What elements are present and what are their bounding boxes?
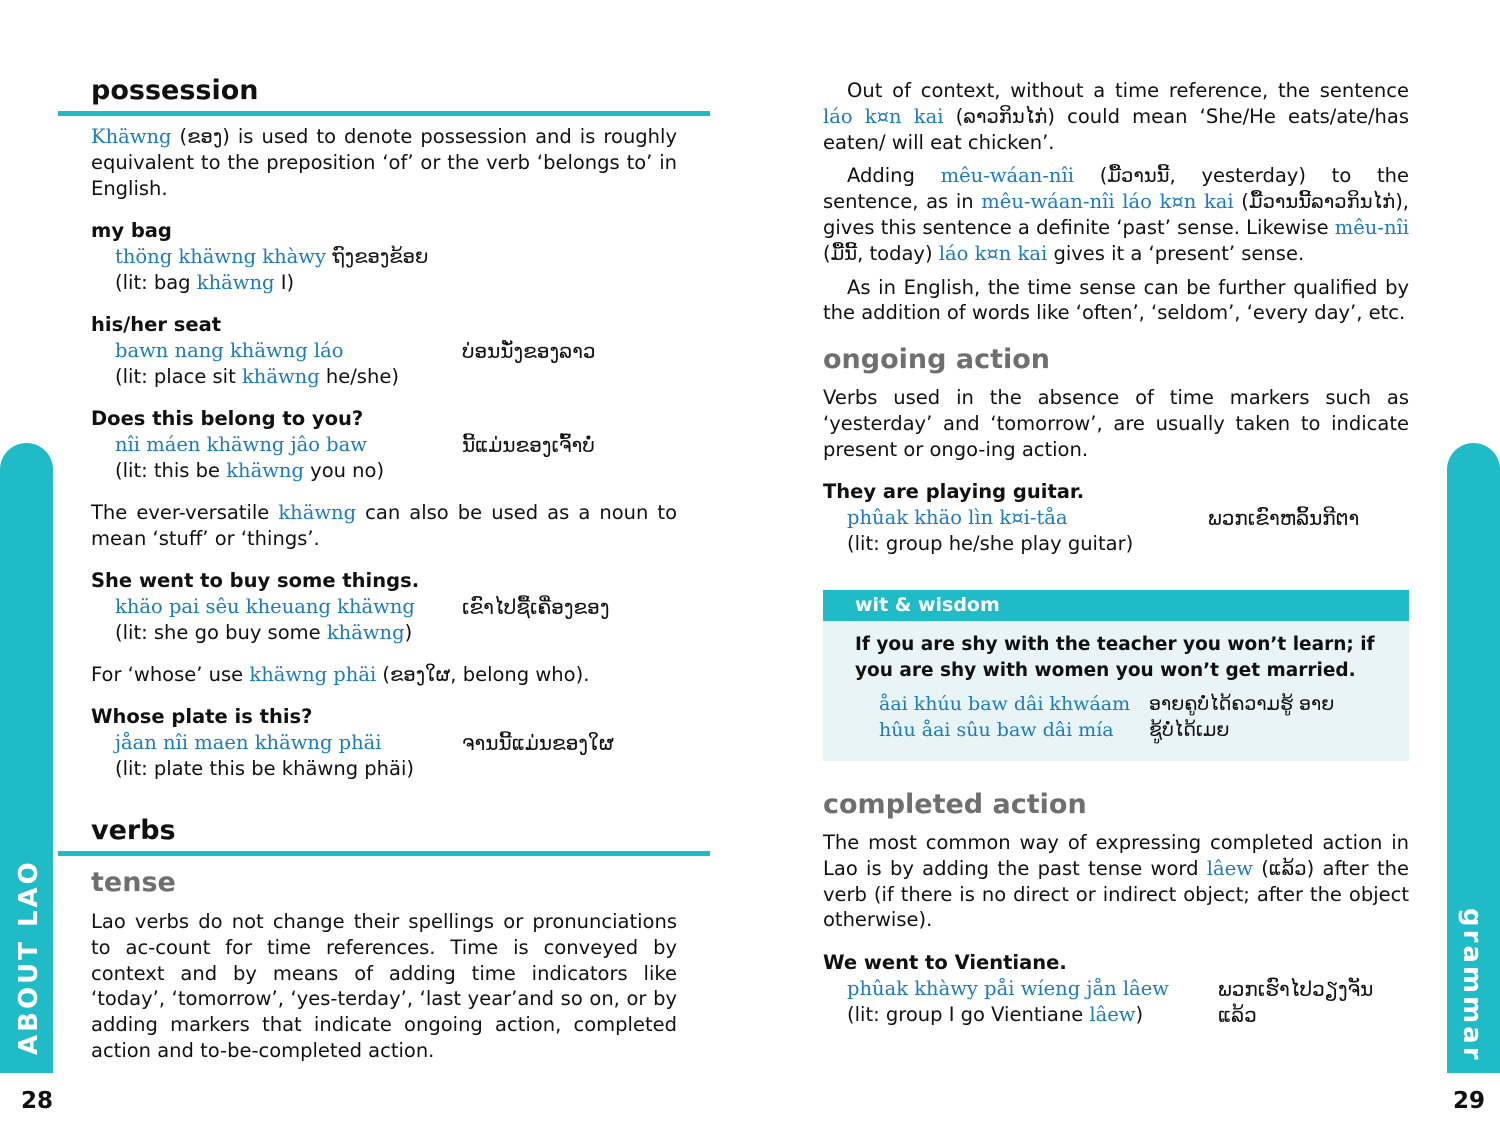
- lao-text: ບ່ອນນັ່ງຂອງລາວ: [462, 339, 596, 364]
- section-tab-grammar: [1447, 443, 1500, 1073]
- wit-lao: ອາຍຄູບໍ່ໄດ້ຄວາມຮູ້ ອາຍ ຊູ້ບໍ່ໄດ້ເມຍ: [1149, 693, 1335, 741]
- example-whose-plate: Whose plate is this? jåan nîi maen khäwng phäi ຈານນີ້ແມ່ນຂອງໃຜ (lit: plate this be khäwng phäi): [91, 704, 614, 780]
- tense-heading: tense: [91, 867, 176, 898]
- lao-text: ພວກເຮົາໄປວຽງຈັນແລ້ວ: [1218, 977, 1374, 1028]
- example-buy-things: She went to buy some things. khäo pai sêu kheuang khäwng ເຂົາໄປຊື້ເຄື່ອງຂອງ (lit: she go buy some khäwng): [91, 568, 610, 644]
- example-my-bag: my bag thöng khäwng khàwy ຖົງຂອງຂ້ອຍ (lit: bag khäwng I): [91, 219, 429, 295]
- adding-paragraph: Adding mêu-wáan-nîi (ມື້ວານນີ້, yesterday) to the sentence, as in mêu-wáan-nîi láo k¤n kai (ມື້ວານນີ້ລາວກິນໄກ່), gives this sentence a definite ‘past’ sense. Likewise mêu-nîi (ມື້ນີ້, today) láo k¤n kai gives it a ‘present’ sense.: [823, 164, 1409, 265]
- context-paragraph: Out of context, without a time reference, the sentence láo k¤n kai (ລາວກິນໄກ່) could mean ‘She/He eats/ate/has eaten/ will eat chicken’.: [823, 79, 1409, 154]
- example-vientiane: We went to Vientiane. phûak khàwy påi wíeng jån lâew ພວກເຮົາໄປວຽງຈັນແລ້ວ (lit: group I go Vientiane lâew): [823, 950, 1409, 1028]
- ongoing-paragraph: Verbs used in the absence of time markers such as ‘yesterday’ and ‘tomorrow’, are usually taken to indicate present or ongo-ing action.: [823, 386, 1409, 461]
- section-tab-about-lao: [0, 443, 53, 1073]
- possession-heading: possession: [91, 75, 259, 106]
- tab-label: grammar: [1457, 908, 1487, 1063]
- lao-text: ພວກເຂົາຫລິ້ນກີຕາ: [1208, 506, 1360, 531]
- tab-label: ABOUT LAO: [14, 859, 44, 1055]
- example-belong-to-you: Does this belong to you? nîi máen khäwng jâo baw ນີ້ແມ່ນຂອງເຈົ້າບໍ່ (lit: this be khäwng you no): [91, 407, 595, 483]
- completed-heading: completed action: [823, 789, 1087, 820]
- wit-wisdom-box: [823, 590, 1409, 761]
- completed-paragraph: The most common way of expressing completed action in Lao is by adding the past tense word lâew (ແລ້ວ) after the verb (if there is no direct or indirect object; after the object otherwise).: [823, 831, 1409, 932]
- possession-intro: Khäwng (ຂອງ) is used to denote possession and is roughly equivalent to the preposition ‘of’ or the verb ‘belongs to’ in English.: [91, 125, 677, 200]
- whose-paragraph: For ‘whose’ use khäwng phäi (ຂອງໃຜ, belong who).: [91, 662, 590, 686]
- ongoing-heading: ongoing action: [823, 344, 1051, 375]
- lao-text: ຖົງຂອງຂ້ອຍ: [332, 245, 429, 269]
- lao-text: ຈານນີ້ແມ່ນຂອງໃຜ: [462, 730, 614, 755]
- lao-text: ເຂົາໄປຊື້ເຄື່ອງຂອງ: [462, 594, 610, 619]
- example-playing-guitar: They are playing guitar. phûak khäo lìn k¤i-tåa ພວກເຂົາຫລິ້ນກີຕາ (lit: group he/she play guitar): [823, 480, 1360, 556]
- heading-rule: [58, 111, 710, 116]
- page-number: 29: [1453, 1088, 1486, 1114]
- lao-text: ນີ້ແມ່ນຂອງເຈົ້າບໍ່: [462, 433, 595, 458]
- wit-translit: åai khúu baw dâi khwáam hûu åai sûu baw dâi mía: [879, 693, 1131, 741]
- wit-wisdom-quote: If you are shy with the teacher you won’t learn; if you are shy with women you won’t get married.: [855, 634, 1375, 681]
- heading-rule: [58, 851, 710, 856]
- verbs-heading: verbs: [91, 815, 176, 846]
- page-number: 28: [21, 1088, 54, 1114]
- wit-wisdom-title: wit & wisdom: [823, 590, 1409, 621]
- example-his-seat: his/her seat bawn nang khäwng láo ບ່ອນນັ່ງຂອງລາວ (lit: place sit khäwng he/she): [91, 313, 596, 389]
- tense-paragraph: Lao verbs do not change their spellings or pronunciations to ac-count for time references. Time is conveyed by context and by means of adding time indicators like ‘today’, ‘tomorrow’, ‘yes-terday’, ‘last year’and so on, or by adding markers that indicate ongoing action, completed action and to-be-completed action.: [91, 910, 677, 1062]
- english-paragraph: As in English, the time sense can be further qualified by the addition of words like ‘often’, ‘seldom’, ‘every day’, etc.: [823, 275, 1409, 325]
- versatile-paragraph: The ever-versatile khäwng can also be used as a noun to mean ‘stuff’ or ‘things’.: [91, 501, 678, 551]
